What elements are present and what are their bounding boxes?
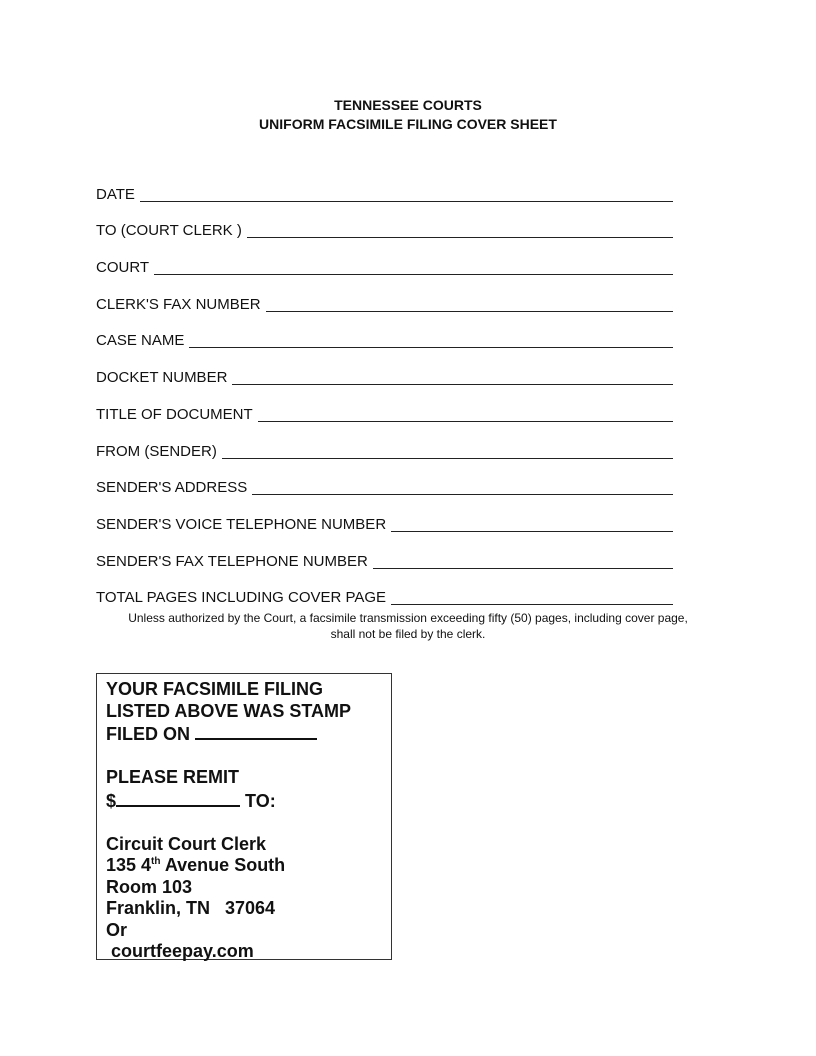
field-label: COURT bbox=[96, 259, 150, 277]
field-blank-line[interactable] bbox=[391, 588, 673, 605]
form-field-row bbox=[96, 572, 673, 609]
field-blank-line[interactable] bbox=[373, 552, 673, 569]
field-label: TOTAL PAGES INCLUDING COVER PAGE bbox=[96, 589, 387, 607]
form-field-row bbox=[96, 425, 673, 462]
notice-line-2: shall not be filed by the clerk. bbox=[330, 627, 486, 641]
street-name: Avenue South bbox=[160, 855, 286, 875]
field-blank-line[interactable] bbox=[266, 295, 673, 312]
field-blank-line[interactable] bbox=[154, 258, 673, 275]
clerk-name: Circuit Court Clerk bbox=[106, 833, 267, 854]
remit-to: TO: bbox=[245, 790, 276, 811]
form-field-row bbox=[96, 388, 673, 425]
filed-on-row bbox=[106, 722, 382, 746]
filing-stamp-box bbox=[96, 673, 392, 960]
field-blank-line[interactable] bbox=[247, 221, 673, 238]
form-field-row bbox=[96, 462, 673, 499]
address-city: Franklin, TN 37064 bbox=[106, 898, 276, 918]
form-field-row bbox=[96, 351, 673, 388]
form-field-row bbox=[96, 168, 673, 205]
form-field-row bbox=[96, 535, 673, 572]
street-number: 135 4 bbox=[106, 855, 152, 875]
ordinal-suffix: th bbox=[151, 856, 161, 867]
field-label: CLERK'S FAX NUMBER bbox=[96, 295, 261, 313]
dollar-sign: $ bbox=[106, 790, 117, 811]
page-limit-notice bbox=[80, 610, 736, 642]
form-field-row bbox=[96, 498, 673, 535]
form-field-row bbox=[96, 315, 673, 352]
filed-on-blank[interactable] bbox=[195, 722, 317, 740]
remit-amount-row bbox=[106, 789, 382, 813]
document-title bbox=[0, 96, 816, 134]
field-blank-line[interactable] bbox=[258, 405, 673, 422]
field-blank-line[interactable] bbox=[140, 185, 673, 202]
title-line-1: TENNESSEE COURTS bbox=[334, 97, 482, 113]
address-street bbox=[106, 855, 382, 877]
field-label: FROM (SENDER) bbox=[96, 442, 217, 460]
field-label: SENDER'S VOICE TELEPHONE NUMBER bbox=[96, 515, 387, 533]
or-label: Or bbox=[106, 919, 128, 940]
form-field-row bbox=[96, 278, 673, 315]
field-label: DATE bbox=[96, 185, 135, 203]
form-fields bbox=[96, 168, 673, 608]
address-room: Room 103 bbox=[106, 876, 193, 897]
box-line-1: YOUR FACSIMILE FILING bbox=[106, 679, 324, 699]
field-label: TO (COURT CLERK ) bbox=[96, 222, 242, 240]
field-label: SENDER'S ADDRESS bbox=[96, 479, 248, 497]
box-line-2: LISTED ABOVE WAS STAMP bbox=[106, 700, 352, 721]
field-label: CASE NAME bbox=[96, 332, 185, 350]
remit-amount-blank[interactable] bbox=[116, 789, 240, 807]
field-blank-line[interactable] bbox=[391, 515, 673, 532]
notice-line-1: Unless authorized by the Court, a facsimile transmission exceeding fifty (50) pages, including cover page, bbox=[128, 611, 688, 625]
form-field-row bbox=[96, 205, 673, 242]
please-remit: PLEASE REMIT bbox=[106, 767, 240, 787]
field-label: DOCKET NUMBER bbox=[96, 369, 228, 387]
field-blank-line[interactable] bbox=[189, 331, 673, 348]
field-blank-line[interactable] bbox=[232, 368, 673, 385]
field-label: SENDER'S FAX TELEPHONE NUMBER bbox=[96, 552, 368, 570]
form-field-row bbox=[96, 241, 673, 278]
field-blank-line[interactable] bbox=[252, 478, 673, 495]
field-label: TITLE OF DOCUMENT bbox=[96, 405, 253, 423]
title-line-2: UNIFORM FACSIMILE FILING COVER SHEET bbox=[259, 116, 557, 132]
field-blank-line[interactable] bbox=[222, 442, 673, 459]
payment-website: courtfeepay.com bbox=[106, 941, 254, 961]
filed-on-label: FILED ON bbox=[106, 724, 190, 744]
